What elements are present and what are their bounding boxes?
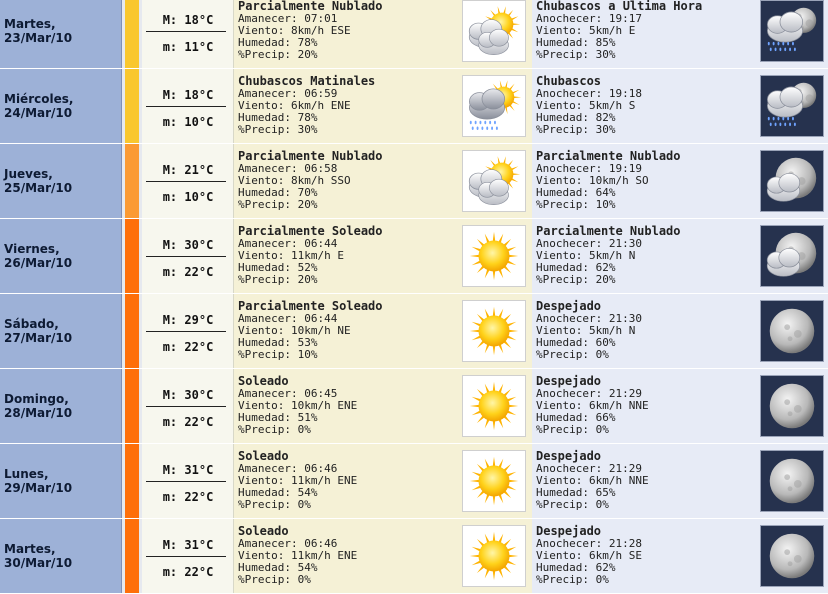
wind-value: 6km/h NNE: [588, 399, 649, 412]
wind-value: 10km/h SO: [588, 174, 649, 187]
night-precip: [536, 274, 681, 286]
day-name: Martes,: [4, 542, 56, 556]
humidity-label: Humedad:: [238, 561, 298, 574]
min-temperature: [142, 40, 234, 54]
forecast-row-4: [0, 219, 828, 294]
wind-value: 8km/h ESE: [290, 24, 351, 37]
wind-label: Viento:: [238, 549, 291, 562]
humidity-value: 78%: [297, 111, 318, 124]
day-condition: Parcialmente Nublado: [238, 149, 383, 163]
humidity-value: 51%: [297, 411, 318, 424]
humidity-label: Humedad:: [238, 36, 298, 49]
min-value: 22°C: [184, 340, 214, 354]
humidity-label: Humedad:: [238, 186, 298, 199]
day-forecast: [234, 444, 532, 518]
precip-value: 0%: [297, 498, 311, 511]
temperature-color-bar: [125, 444, 139, 518]
forecast-row-5: [0, 294, 828, 369]
precip-label: %Precip:: [238, 498, 298, 511]
humidity-value: 78%: [297, 36, 318, 49]
sunset-value: 19:18: [608, 87, 642, 100]
sunset-label: Anochecer:: [536, 12, 609, 25]
min-label: m:: [162, 490, 185, 504]
max-value: 29°C: [184, 313, 214, 327]
wind-value: 5km/h N: [588, 249, 636, 262]
sunset-label: Anochecer:: [536, 312, 609, 325]
sunny-icon: [462, 300, 526, 362]
max-temperature: [142, 463, 234, 477]
date-value: 28/Mar/10: [4, 406, 73, 420]
day-name: Viernes,: [4, 242, 60, 256]
precip-value: 20%: [297, 48, 318, 61]
max-temperature: [142, 88, 234, 102]
night-precip: [536, 574, 642, 586]
precip-label: %Precip:: [536, 498, 596, 511]
temperature-color-bar: [125, 519, 139, 593]
temperature-color-bar: [125, 294, 139, 368]
sunrise-value: 06:58: [304, 162, 338, 175]
precip-value: 30%: [595, 123, 616, 136]
max-label: M:: [162, 388, 185, 402]
min-temperature: [142, 565, 234, 579]
max-label: M:: [162, 13, 185, 27]
temperature-divider: [146, 106, 226, 107]
max-label: M:: [162, 238, 185, 252]
date-value: 27/Mar/10: [4, 331, 73, 345]
day-name: Jueves,: [4, 167, 53, 181]
moon-icon: [760, 375, 824, 437]
temperature-color-bar: [125, 369, 139, 443]
day-condition: Parcialmente Soleado: [238, 224, 383, 238]
wind-value: 8km/h SSO: [290, 174, 351, 187]
night-condition: Parcialmente Nublado: [536, 224, 681, 238]
precip-value: 0%: [297, 423, 311, 436]
min-value: 10°C: [184, 190, 214, 204]
min-value: 22°C: [184, 415, 214, 429]
day-condition: Chubascos Matinales: [238, 74, 376, 88]
wind-value: 6km/h SE: [588, 549, 642, 562]
date-cell: [0, 69, 122, 143]
forecast-row-2: [0, 69, 828, 144]
precip-label: %Precip:: [536, 48, 596, 61]
date-cell: [0, 519, 122, 593]
min-label: m:: [162, 265, 185, 279]
wind-value: 5km/h E: [588, 24, 636, 37]
precip-label: %Precip:: [238, 423, 298, 436]
sunset-value: 19:19: [608, 162, 642, 175]
wind-value: 11km/h ENE: [290, 474, 358, 487]
precip-value: 20%: [297, 273, 318, 286]
max-temperature: [142, 388, 234, 402]
precip-label: %Precip:: [238, 348, 298, 361]
night-forecast: [532, 519, 828, 593]
wind-value: 10km/h NE: [290, 324, 351, 337]
humidity-label: Humedad:: [536, 111, 596, 124]
temperature-divider: [146, 31, 226, 32]
min-value: 22°C: [184, 490, 214, 504]
wind-label: Viento:: [536, 474, 589, 487]
sunrise-label: Amanecer:: [238, 12, 305, 25]
sunset-label: Anochecer:: [536, 387, 609, 400]
min-value: 22°C: [184, 265, 214, 279]
night-condition: Chubascos: [536, 74, 602, 88]
temperature-cell: [142, 444, 234, 518]
max-temperature: [142, 13, 234, 27]
temperature-cell: [142, 219, 234, 293]
wind-label: Viento:: [536, 399, 589, 412]
sunset-value: 21:28: [608, 537, 642, 550]
day-forecast: [234, 219, 532, 293]
night-precip: [536, 424, 649, 436]
sunrise-value: 06:46: [304, 537, 338, 550]
sunny-icon: [462, 525, 526, 587]
temperature-color-bar: [125, 0, 139, 68]
sunrise-label: Amanecer:: [238, 237, 305, 250]
night-forecast: [532, 69, 828, 143]
day-precip: [238, 124, 375, 136]
wind-value: 10km/h ENE: [290, 399, 358, 412]
humidity-value: 64%: [595, 186, 616, 199]
wind-value: 11km/h ENE: [290, 549, 358, 562]
night-precip: [536, 124, 642, 136]
day-condition: Soleado: [238, 524, 289, 538]
sunset-label: Anochecer:: [536, 237, 609, 250]
humidity-label: Humedad:: [238, 261, 298, 274]
precip-label: %Precip:: [536, 423, 596, 436]
temperature-divider: [146, 181, 226, 182]
min-temperature: [142, 190, 234, 204]
wind-label: Viento:: [536, 174, 589, 187]
day-precip: [238, 574, 357, 586]
sunny-icon: [462, 450, 526, 512]
wind-label: Viento:: [238, 474, 291, 487]
forecast-row-1: [0, 0, 828, 69]
humidity-label: Humedad:: [536, 411, 596, 424]
night-precip: [536, 349, 642, 361]
morning-showers-icon: [462, 75, 526, 137]
forecast-row-7: [0, 444, 828, 519]
day-precip: [238, 274, 383, 286]
date-value: 24/Mar/10: [4, 106, 73, 120]
night-condition: Despejado: [536, 449, 602, 463]
humidity-label: Humedad:: [536, 561, 596, 574]
max-value: 30°C: [184, 388, 214, 402]
wind-label: Viento:: [536, 24, 589, 37]
precip-value: 0%: [595, 573, 609, 586]
min-label: m:: [162, 40, 185, 54]
sunrise-value: 06:45: [304, 387, 338, 400]
sunrise-label: Amanecer:: [238, 537, 305, 550]
night-forecast: [532, 0, 828, 68]
wind-label: Viento:: [238, 324, 291, 337]
day-name: Sábado,: [4, 317, 59, 331]
humidity-value: 62%: [595, 261, 616, 274]
humidity-value: 53%: [297, 336, 318, 349]
wind-label: Viento:: [536, 99, 589, 112]
precip-label: %Precip:: [536, 348, 596, 361]
humidity-value: 85%: [595, 36, 616, 49]
humidity-label: Humedad:: [536, 261, 596, 274]
max-value: 18°C: [184, 88, 214, 102]
humidity-label: Humedad:: [536, 486, 596, 499]
night-forecast: [532, 369, 828, 443]
night-precip: [536, 499, 649, 511]
humidity-label: Humedad:: [536, 36, 596, 49]
date-cell: [0, 369, 122, 443]
humidity-value: 54%: [297, 561, 318, 574]
night-forecast: [532, 294, 828, 368]
day-name: Miércoles,: [4, 92, 74, 106]
humidity-label: Humedad:: [238, 486, 298, 499]
forecast-row-8: [0, 519, 828, 594]
wind-value: 5km/h N: [588, 324, 636, 337]
night-showers-icon: [760, 0, 824, 62]
max-label: M:: [162, 88, 185, 102]
temperature-color-bar: [125, 219, 139, 293]
humidity-value: 65%: [595, 486, 616, 499]
min-label: m:: [162, 115, 185, 129]
min-temperature: [142, 490, 234, 504]
temperature-color-bar: [125, 144, 139, 218]
precip-label: %Precip:: [536, 123, 596, 136]
max-value: 18°C: [184, 13, 214, 27]
day-condition: Parcialmente Nublado: [238, 0, 383, 13]
day-forecast: [234, 519, 532, 593]
max-label: M:: [162, 163, 185, 177]
date-value: 30/Mar/10: [4, 556, 73, 570]
temperature-cell: [142, 294, 234, 368]
humidity-value: 82%: [595, 111, 616, 124]
wind-label: Viento:: [238, 174, 291, 187]
temperature-cell: [142, 0, 234, 68]
temperature-cell: [142, 69, 234, 143]
sunset-value: 21:30: [608, 312, 642, 325]
precip-value: 0%: [595, 498, 609, 511]
moon-icon: [760, 525, 824, 587]
forecast-row-3: [0, 144, 828, 219]
sunrise-value: 06:44: [304, 237, 338, 250]
wind-value: 6km/h ENE: [290, 99, 351, 112]
temperature-color-bar: [125, 69, 139, 143]
min-value: 11°C: [184, 40, 214, 54]
night-partly-cloudy-icon: [760, 225, 824, 287]
precip-value: 10%: [297, 348, 318, 361]
precip-label: %Precip:: [238, 48, 298, 61]
sunrise-value: 06:46: [304, 462, 338, 475]
day-precip: [238, 424, 357, 436]
max-temperature: [142, 163, 234, 177]
min-label: m:: [162, 190, 185, 204]
precip-label: %Precip:: [238, 123, 298, 136]
day-name: Martes,: [4, 17, 56, 31]
day-forecast: [234, 294, 532, 368]
date-value: 26/Mar/10: [4, 256, 73, 270]
precip-value: 30%: [595, 48, 616, 61]
moon-icon: [760, 450, 824, 512]
humidity-value: 70%: [297, 186, 318, 199]
day-precip: [238, 199, 383, 211]
night-condition: Despejado: [536, 374, 602, 388]
night-forecast: [532, 444, 828, 518]
night-precip: [536, 199, 681, 211]
forecast-row-6: [0, 369, 828, 444]
date-cell: [0, 0, 122, 68]
precip-label: %Precip:: [536, 273, 596, 286]
night-condition: Chubascos a Última Hora: [536, 0, 703, 13]
date-cell: [0, 444, 122, 518]
night-showers-icon: [760, 75, 824, 137]
sunset-label: Anochecer:: [536, 87, 609, 100]
min-temperature: [142, 115, 234, 129]
wind-value: 11km/h E: [290, 249, 344, 262]
date-cell: [0, 144, 122, 218]
sunrise-value: 06:44: [304, 312, 338, 325]
precip-label: %Precip:: [238, 573, 298, 586]
partly-cloudy-icon: [462, 150, 526, 212]
day-name: Domingo,: [4, 392, 69, 406]
min-label: m:: [162, 415, 185, 429]
night-forecast: [532, 219, 828, 293]
night-condition: Parcialmente Nublado: [536, 149, 681, 163]
wind-value: 5km/h S: [588, 99, 636, 112]
humidity-label: Humedad:: [536, 336, 596, 349]
min-temperature: [142, 415, 234, 429]
wind-label: Viento:: [536, 549, 589, 562]
precip-label: %Precip:: [536, 198, 596, 211]
day-condition: Soleado: [238, 374, 289, 388]
date-cell: [0, 294, 122, 368]
wind-label: Viento:: [238, 99, 291, 112]
wind-label: Viento:: [238, 24, 291, 37]
sunset-label: Anochecer:: [536, 462, 609, 475]
humidity-value: 54%: [297, 486, 318, 499]
temperature-divider: [146, 481, 226, 482]
day-forecast: [234, 69, 532, 143]
date-value: 25/Mar/10: [4, 181, 73, 195]
min-label: m:: [162, 565, 185, 579]
max-label: M:: [162, 313, 185, 327]
precip-value: 10%: [595, 198, 616, 211]
sunrise-value: 06:59: [304, 87, 338, 100]
wind-label: Viento:: [536, 249, 589, 262]
humidity-label: Humedad:: [238, 111, 298, 124]
temperature-divider: [146, 556, 226, 557]
max-temperature: [142, 538, 234, 552]
sunny-icon: [462, 375, 526, 437]
day-name: Lunes,: [4, 467, 49, 481]
min-temperature: [142, 265, 234, 279]
wind-value: 6km/h NNE: [588, 474, 649, 487]
night-condition: Despejado: [536, 524, 602, 538]
night-condition: Despejado: [536, 299, 602, 313]
wind-label: Viento:: [238, 249, 291, 262]
humidity-label: Humedad:: [238, 411, 298, 424]
sunset-value: 21:29: [608, 462, 642, 475]
temperature-cell: [142, 519, 234, 593]
max-value: 31°C: [184, 538, 214, 552]
sunrise-label: Amanecer:: [238, 162, 305, 175]
precip-label: %Precip:: [238, 198, 298, 211]
sunny-icon: [462, 225, 526, 287]
night-precip: [536, 49, 702, 61]
precip-value: 0%: [297, 573, 311, 586]
temperature-divider: [146, 406, 226, 407]
min-value: 22°C: [184, 565, 214, 579]
day-precip: [238, 499, 357, 511]
humidity-value: 62%: [595, 561, 616, 574]
precip-label: %Precip:: [238, 273, 298, 286]
temperature-cell: [142, 369, 234, 443]
max-label: M:: [162, 538, 185, 552]
date-value: 29/Mar/10: [4, 481, 73, 495]
max-value: 31°C: [184, 463, 214, 477]
date-cell: [0, 219, 122, 293]
moon-icon: [760, 300, 824, 362]
precip-value: 20%: [595, 273, 616, 286]
sunset-value: 21:29: [608, 387, 642, 400]
precip-label: %Precip:: [536, 573, 596, 586]
day-forecast: [234, 0, 532, 68]
min-temperature: [142, 340, 234, 354]
sunset-value: 19:17: [608, 12, 642, 25]
sunset-label: Anochecer:: [536, 162, 609, 175]
temperature-divider: [146, 331, 226, 332]
temperature-cell: [142, 144, 234, 218]
sunset-label: Anochecer:: [536, 537, 609, 550]
night-partly-cloudy-icon: [760, 150, 824, 212]
sunset-value: 21:30: [608, 237, 642, 250]
min-label: m:: [162, 340, 185, 354]
humidity-label: Humedad:: [536, 186, 596, 199]
humidity-value: 60%: [595, 336, 616, 349]
day-precip: [238, 349, 383, 361]
precip-value: 30%: [297, 123, 318, 136]
precip-value: 20%: [297, 198, 318, 211]
humidity-value: 66%: [595, 411, 616, 424]
max-temperature: [142, 238, 234, 252]
temperature-divider: [146, 256, 226, 257]
sunrise-value: 07:01: [304, 12, 338, 25]
sunrise-label: Amanecer:: [238, 87, 305, 100]
max-value: 21°C: [184, 163, 214, 177]
sunrise-label: Amanecer:: [238, 462, 305, 475]
day-condition: Parcialmente Soleado: [238, 299, 383, 313]
humidity-label: Humedad:: [238, 336, 298, 349]
day-condition: Soleado: [238, 449, 289, 463]
day-forecast: [234, 144, 532, 218]
precip-value: 0%: [595, 423, 609, 436]
max-label: M:: [162, 463, 185, 477]
max-temperature: [142, 313, 234, 327]
sunrise-label: Amanecer:: [238, 387, 305, 400]
max-value: 30°C: [184, 238, 214, 252]
day-forecast: [234, 369, 532, 443]
day-precip: [238, 49, 383, 61]
partly-cloudy-icon: [462, 0, 526, 62]
night-forecast: [532, 144, 828, 218]
humidity-value: 52%: [297, 261, 318, 274]
date-value: 23/Mar/10: [4, 31, 73, 45]
precip-value: 0%: [595, 348, 609, 361]
wind-label: Viento:: [238, 399, 291, 412]
min-value: 10°C: [184, 115, 214, 129]
wind-label: Viento:: [536, 324, 589, 337]
sunrise-label: Amanecer:: [238, 312, 305, 325]
